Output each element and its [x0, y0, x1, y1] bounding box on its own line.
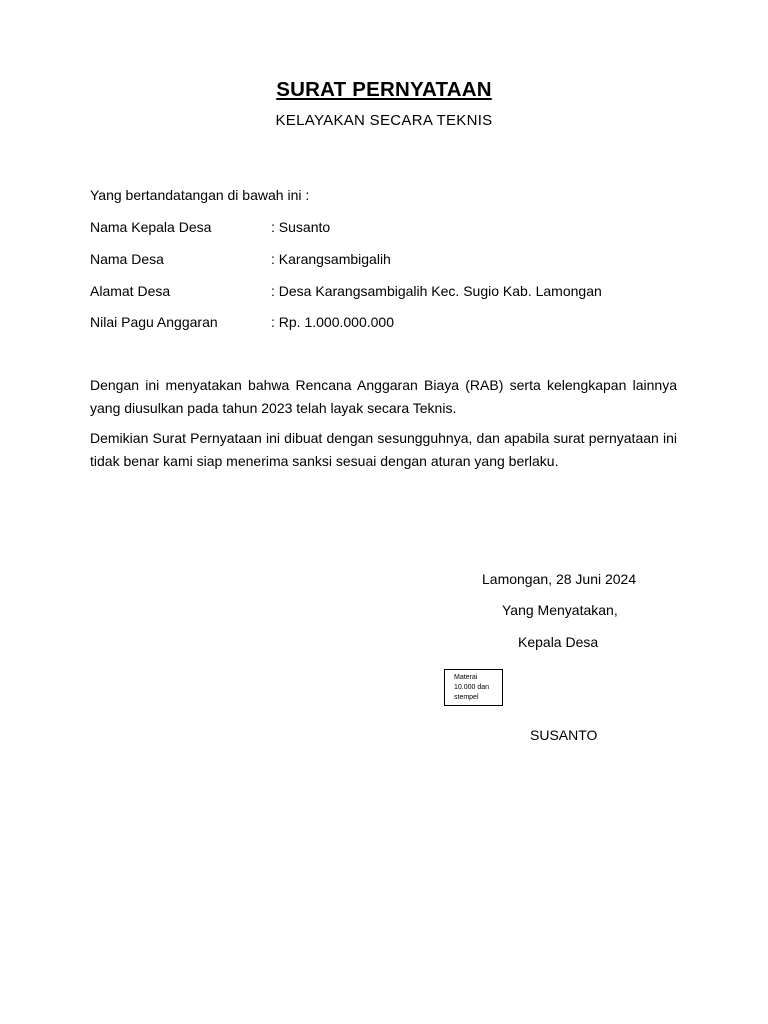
- field-label: Alamat Desa: [90, 283, 171, 299]
- document-subtitle: KELAYAKAN SECARA TEKNIS: [275, 112, 493, 129]
- document-title: SURAT PERNYATAAN: [276, 78, 492, 101]
- place-date: Lamongan, 28 Juni 2024: [482, 571, 637, 587]
- signer-name: SUSANTO: [530, 727, 598, 743]
- field-value: : Susanto: [271, 219, 331, 235]
- closing-paragraph: Demikian Surat Pernyataan ini dibuat dengan sesungguhnya, dan apabila surat pernyataan ini tidak benar kami siap menerima sanksi sesuai dengan aturan yang berlaku.: [90, 430, 677, 469]
- field-row-nama-desa: [90, 248, 680, 271]
- stamp-placeholder-box: [444, 669, 503, 706]
- field-row-nilai-pagu-anggaran: [90, 311, 680, 334]
- stamp-line: Materai: [454, 674, 478, 681]
- field-label: Nama Kepala Desa: [90, 219, 212, 235]
- signer-position: Kepala Desa: [518, 634, 599, 650]
- field-value: : Rp. 1.000.000.000: [271, 314, 394, 330]
- field-label: Nama Desa: [90, 251, 164, 267]
- field-value: : Desa Karangsambigalih Kec. Sugio Kab. Lamongan: [271, 283, 602, 299]
- field-label: Nilai Pagu Anggaran: [90, 314, 218, 330]
- signer-statement: Yang Menyatakan,: [502, 602, 618, 618]
- intro-text: Yang bertandatangan di bawah ini :: [90, 187, 310, 203]
- statement-paragraph: Dengan ini menyatakan bahwa Rencana Anggaran Biaya (RAB) serta kelengkapan lainnya yang diusulkan pada tahun 2023 telah layak secara Teknis.: [90, 377, 677, 416]
- field-row-nama-kepala-desa: [90, 216, 680, 239]
- field-value: : Karangsambigalih: [271, 251, 391, 267]
- stamp-line: stempel: [454, 694, 479, 701]
- stamp-line: 10.000 dan: [454, 684, 490, 691]
- field-row-alamat-desa: [90, 280, 680, 303]
